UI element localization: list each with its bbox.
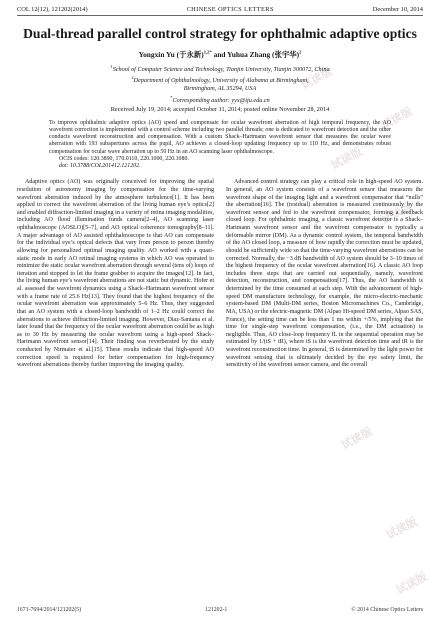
author-list — [17, 49, 423, 60]
doi-link[interactable]: doi: 10.3788/COL201412.121202. — [59, 163, 141, 170]
watermark: 试读版 — [384, 514, 420, 542]
author-yu: Yongxin Yu (于永新) — [138, 49, 204, 59]
affiliation-1: $^1$School of Computer Science and Technology, Tianjin University, Tianjin 300072, China — [110, 63, 330, 73]
author-yu-marks: 1,2* — [203, 49, 212, 55]
body-paragraph: Adaptive optics (AO) was originally conceived for improving the spatial resolution of astronomy imaging by compensation for the time-varying wavefront aberration induced by the atmosphere turbulence[1]. It has been applied to correct the wavefront aberration of the living human eye’s optics[2] and enabled diffraction-limited imaging in a variety of retina imaging modalities, including AO flood illumination funds camera[2–4], AO scanning laser ophthalmoscope (AOSLO)[5–7], and AO optical coherence tomography[8–11]. A major advantage of AO assisted ophthalmoscope is that AO can compensate for the individual eye’s optical defects that vary from person to person thereby allowing for personalized optimal imaging quality. AO worked with a quasi-static mode in early AO retinal imaging systems in which AO was operated to minimize the static ocular wavefront aberration through several (tens of) loops of iteration and stopped to let the frame grabber to acquire the images[12]. In fact, the living human eye’s wavefront aberrations are not static but dynamic. Hofer et al. assessed the wavefront dynamics using a Shack–Hartmann wavefront sensor with a frame rate of 25.6 Hz[13]. They found that the highest frequency of the ocular wavefront aberration was approximately 5–6 Hz. Thus, they suggested that an AO system with a closed-loop bandwidth of 1–2 Hz could correct the aberrations to achieve diffraction-limited imaging. However, Diaz-Santana et al. later found that the frequency of the ocular wavefront aberration could be as high as to 30 Hz by measuring the ocular wavefront using a high-speed Shack–Hartmann wavefront sensor[14]. Their finding was reverberated by the study conducted by Nirmaier et al.[15]. These results indicate that high-speed AO correction speed is required for better compensation for high-frequency wavefront aberrations thereby further improving the imaging quality. — [17, 179, 214, 369]
header-citation: COL 12(12), 121202(2014) — [17, 5, 88, 13]
watermark: 试读版 — [329, 144, 365, 172]
body-column-right — [226, 179, 423, 370]
watermark: 试读版 — [379, 104, 415, 132]
author-conjunction: and — [211, 49, 228, 59]
affiliation-2: $^2$Department of Ophthalmology, University of Alabama at Birmingham, — [131, 74, 309, 84]
watermark: 试读版 — [339, 424, 375, 452]
watermark: 试读版 — [379, 199, 415, 227]
body-columns — [17, 179, 423, 370]
ocis-codes: OCIS codes: 120.3890, 170.0110, 220.1000, 220.1080. — [59, 155, 189, 162]
author-zhang: Yuhua Zhang (张宇华) — [227, 49, 300, 59]
abstract-text: To improve ophthalmic adaptive optics (AO) speed and compensate for ocular wavefront aberration of high temporal frequency, the AO wavefront correction is implemented with a control scheme including two parallel threads; one is dedicated to wavefront detection and the other conducts wavefront reconstruction and compensation. With a custom Shack–Hartmann wavefront sensor that measures the ocular wave aberration with 193 subapertures across the pupil, AO achieves a closed-loop updating frequency up to 110 Hz, and demonstrates robust compensation for ocular wave aberration up to 50 Hz in an AO scanning laser ophthalmoscope. — [49, 119, 391, 155]
watermark: 试读版 — [394, 569, 430, 597]
page-footer — [17, 607, 423, 613]
article-page — [17, 4, 423, 370]
corresponding-author: *Corresponding author: yyx@tju.edu.cn — [170, 94, 270, 104]
header-journal: CHINESE OPTICS LETTERS — [186, 5, 274, 13]
footer-page-number: 121202-1 — [205, 607, 228, 613]
body-paragraph: Advanced control strategy can play a critical role in high-speed AO system. In general, an AO system consists of a wavefront sensor that measures the wavefront shape of the imaging light and a wavefront compensator that “nulls” the aberration[16]. The (residual) aberration is measured continuously by the wavefront sensor and fed to the wavefront compensator, forming a feedback closed loop. For ophthalmic imaging, a classic wavefront detector is a Shack–Hartmann wavefront sensor and the wavefront compensator is typically a deformable mirror (DM). As a dynamic control system, the temporal bandwidth of the AO closed loop, a measure of how rapidly the correction must be updated, should be sufficiently wide so that the time-varying wavefront aberrations can be corrected. Normally, the −3 dB bandwidth of AO system should be 3–10 times of the highest frequency of the ocular wavefront aberration[16]. A classic AO loop includes three steps that are carried out sequentially, namely, wavefront detection, reconstruction, and compensation[17]. Thus, the AO bandwidth is determined by the time consumed at each step. With the advancement of high-speed DM manufacture technology, for example, the micro-electric-mechanic system-based DM (Multi-DM series, Boston Micromachines Co., Cambridge, MA, USA) or the electric-magnetic DM (Alpao Hi-speed DM series, Alpao SAS, France), the setting time can be less than 1 ms within +/5%, implying that the time for single-step wavefront compensation, (i.e., the DM actuation) is negligible. Thus, AO close-loop frequency fL in the sequential operation may be estimated by 1/(tS + tR), where tS is the wavefront detection time and tR is the wavefront reconstruction time. In general, tS is determined by the light power for wavefront sensing that is ultimately decided by the eye safety limit, the sensitivity of the wavefront sensor camera, and the overall — [226, 179, 423, 369]
header-date: December 10, 2014 — [372, 5, 423, 13]
abstract — [49, 120, 391, 170]
footer-copyright: © 2014 Chinese Optics Letters — [351, 607, 423, 613]
article-dates: Received July 19, 2014; accepted October 11, 2014; posted online November 28, 2014 — [110, 105, 330, 113]
affiliations — [17, 63, 423, 105]
article-title: Dual-thread parallel control strategy for ophthalmic adaptive optics — [23, 26, 417, 41]
running-header — [17, 4, 423, 16]
footer-issn: 1671-7694/2014/121202(5) — [17, 607, 82, 613]
author-zhang-marks: 2 — [299, 49, 302, 55]
body-column-left — [17, 179, 214, 370]
affiliation-2-city: Birmingham, AL 35294, USA — [183, 85, 257, 93]
watermark: 试读版 — [299, 64, 335, 92]
